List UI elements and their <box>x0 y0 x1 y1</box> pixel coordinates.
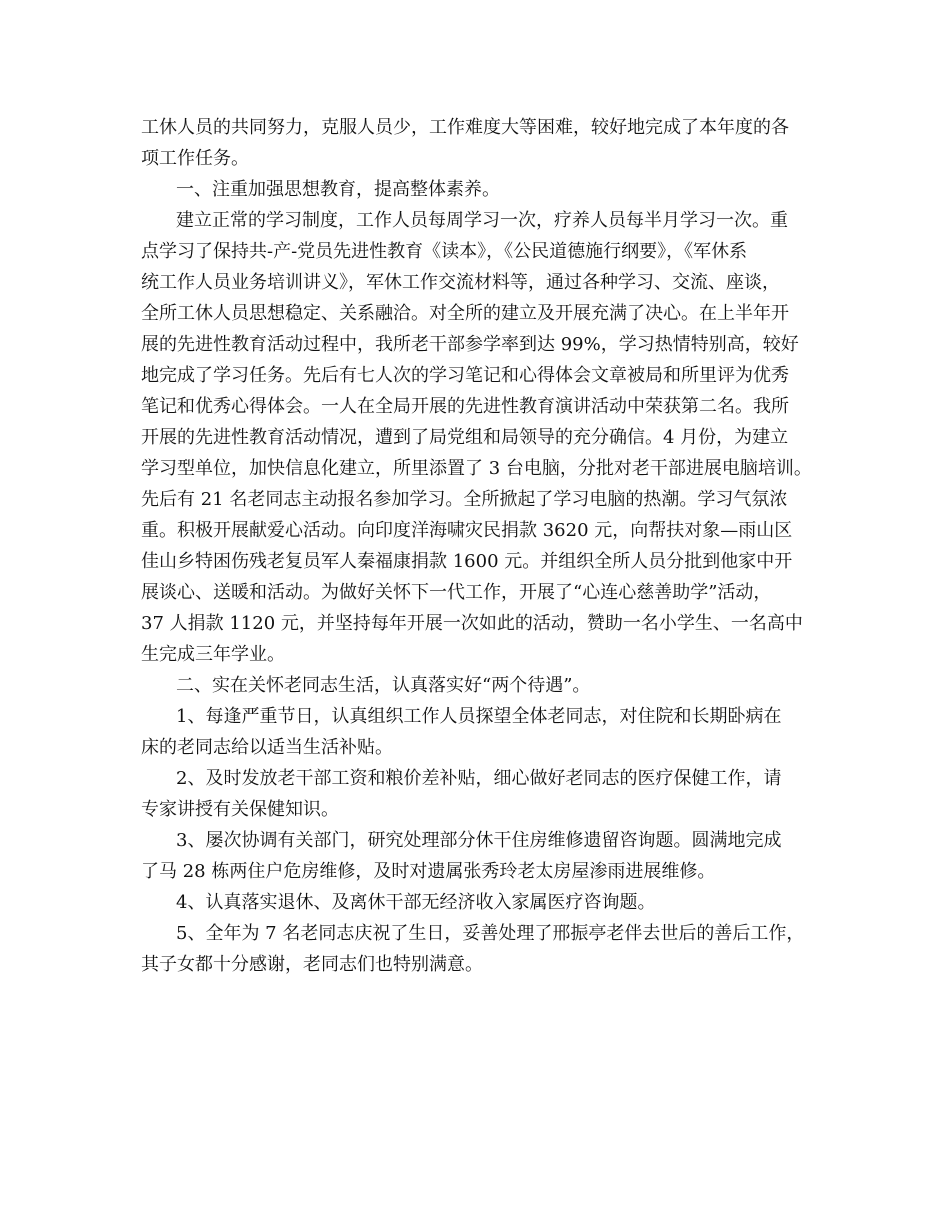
text-line: 点学习了保持共-产-党员先进性教育《读本》，《公民道德施行纲要》，《军休系 <box>141 241 748 262</box>
text-line: 学习型单位，加快信息化建立，所里添置了 3 台电脑，分批对老干部进展电脑培训。 <box>141 458 812 479</box>
text-line: 重。积极开展献爱心活动。向印度洋海啸灾民捐款 3620 元，向帮扶对象—雨山区 <box>141 520 793 541</box>
text-line: 先后有 21 名老同志主动报名参加学习。全所掀起了学习电脑的热潮。学习气氛浓 <box>141 489 788 510</box>
text-line: 一、注重加强思想教育，提高整体素养。 <box>176 179 500 200</box>
text-line: 1、每逢严重节日，认真组织工作人员探望全体老同志，对住院和长期卧病在 <box>176 706 782 727</box>
text-line: 项工作任务。 <box>141 148 249 169</box>
text-line: 二、实在关怀老同志生活，认真落实好“两个待遇”。 <box>176 675 591 696</box>
text-line: 工休人员的共同努力，克服人员少，工作难度大等困难，较好地完成了本年度的各 <box>141 117 789 138</box>
text-line: 37 人捐款 1120 元，并坚持每年开展一次如此的活动，赞助一名小学生、一名高中 <box>141 613 803 634</box>
text-line: 笔记和优秀心得体会。一人在全局开展的先进性教育演讲活动中荣获第二名。我所 <box>141 396 789 417</box>
text-line: 统工作人员业务培训讲义》，军休工作交流材料等，通过各种学习、交流、座谈， <box>141 272 780 293</box>
text-line: 全所工休人员思想稳定、关系融洽。对全所的建立及开展充满了决心。在上半年开 <box>141 303 789 324</box>
text-line: 4、认真落实退休、及离休干部无经济收入家属医疗咨询题。 <box>176 892 656 913</box>
text-line: 建立正常的学习制度，工作人员每周学习一次，疗养人员每半月学习一次。重 <box>176 210 788 231</box>
text-line: 专家讲授有关保健知识。 <box>141 799 339 820</box>
text-line: 开展的先进性教育活动情况，遭到了局党组和局领导的充分确信。4 月份，为建立 <box>141 427 789 448</box>
text-line: 展的先进性教育活动过程中，我所老干部参学率到达 99%，学习热情特别高，较好 <box>141 334 799 355</box>
text-line: 5、全年为 7 名老同志庆祝了生日，妥善处理了邢振亭老伴去世后的善后工作， <box>176 923 805 944</box>
text-line: 2、及时发放老干部工资和粮价差补贴，细心做好老同志的医疗保健工作，请 <box>176 768 782 789</box>
text-line: 展谈心、送暖和活动。为做好关怀下一代工作，开展了“心连心慈善助学”活动， <box>141 582 772 603</box>
text-line: 生完成三年学业。 <box>141 644 285 665</box>
document-body <box>141 112 821 980</box>
text-line: 床的老同志给以适当生活补贴。 <box>141 737 393 758</box>
text-line: 其子女都十分感谢，老同志们也特别满意。 <box>141 954 483 975</box>
text-line: 佳山乡特困伤残老复员军人秦福康捐款 1600 元。并组织全所人员分批到他家中开 <box>141 551 793 572</box>
text-line: 了马 28 栋两住户危房维修，及时对遗属张秀玲老太房屋渗雨进展维修。 <box>141 861 716 882</box>
text-line: 地完成了学习任务。先后有七人次的学习笔记和心得体会文章被局和所里评为优秀 <box>141 365 789 386</box>
text-line: 3、屡次协调有关部门，研究处理部分休干住房维修遗留咨询题。圆满地完成 <box>176 830 782 851</box>
